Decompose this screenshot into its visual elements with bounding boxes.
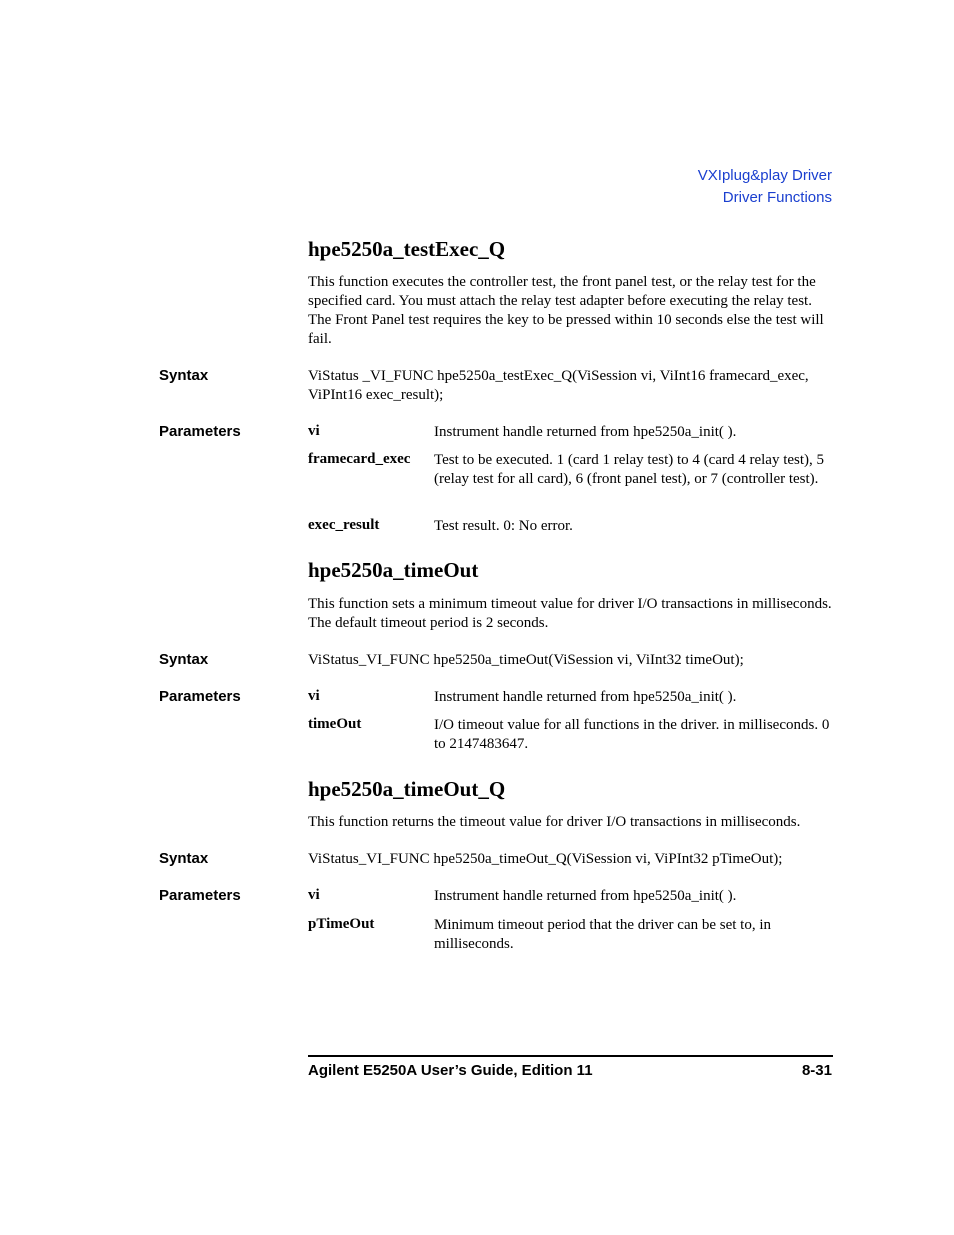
section-description-timeout: This function sets a minimum timeout value for driver I/O transactions in milliseconds. The default timeout period is 2 seconds. — [308, 596, 832, 631]
syntax-text-timeout-q: ViStatus_VI_FUNC hpe5250a_timeOut_Q(ViSession vi, ViPInt32 pTimeOut); — [308, 851, 783, 867]
syntax-label: Syntax — [159, 651, 209, 668]
param-name: timeOut — [308, 716, 362, 732]
param-description: Test to be executed. 1 (card 1 relay test) to 4 (card 4 relay test), 5 (relay test for all card), 6 (front panel test), or 7 (controller test). — [434, 452, 825, 487]
parameters-label: Parameters — [159, 887, 241, 904]
section-title-timeout-q: hpe5250a_timeOut_Q — [308, 777, 506, 801]
section-title-testexec: hpe5250a_testExec_Q — [308, 237, 506, 261]
footer-rule — [308, 1055, 833, 1057]
param-name: pTimeOut — [308, 916, 375, 932]
param-name: exec_result — [308, 517, 380, 533]
param-description: Minimum timeout period that the driver can be set to, in milliseconds. — [434, 917, 772, 952]
syntax-label: Syntax — [159, 850, 209, 867]
parameters-label: Parameters — [159, 688, 241, 705]
section-title-timeout: hpe5250a_timeOut — [308, 558, 479, 582]
section-description-timeout-q: This function returns the timeout value for driver I/O transactions in milliseconds. — [308, 814, 801, 830]
param-name: vi — [308, 887, 320, 903]
section-description-testexec: This function executes the controller test, the front panel test, or the relay test for the specified card. You must attach the relay test adapter before executing the relay test. The Front Panel test requires the key to be pressed within 10 seconds else the test will fail. — [308, 274, 824, 347]
param-name: vi — [308, 423, 320, 439]
parameters-label: Parameters — [159, 423, 241, 440]
header-section: Driver Functions — [722, 189, 832, 206]
param-description: Instrument handle returned from hpe5250a_init( ). — [434, 888, 737, 904]
param-description: Instrument handle returned from hpe5250a_init( ). — [434, 424, 737, 440]
param-description: Test result. 0: No error. — [434, 518, 573, 534]
header-chapter: VXIplug&play Driver — [697, 167, 832, 184]
param-name: framecard_exec — [308, 451, 411, 467]
param-description: I/O timeout value for all functions in the driver. in milliseconds. 0 to 2147483647. — [434, 717, 830, 752]
syntax-label: Syntax — [159, 367, 209, 384]
footer-title: Agilent E5250A User’s Guide, Edition 11 — [308, 1062, 593, 1079]
running-header — [698, 165, 832, 209]
page-number: 8-31 — [801, 1062, 832, 1079]
param-description: Instrument handle returned from hpe5250a_init( ). — [434, 689, 737, 705]
param-name: vi — [308, 688, 320, 704]
syntax-text-timeout: ViStatus_VI_FUNC hpe5250a_timeOut(ViSession vi, ViInt32 timeOut); — [308, 652, 744, 668]
syntax-text-testexec: ViStatus _VI_FUNC hpe5250a_testExec_Q(ViSession vi, ViInt16 framecard_exec, ViPInt16 exec_result); — [308, 368, 809, 403]
